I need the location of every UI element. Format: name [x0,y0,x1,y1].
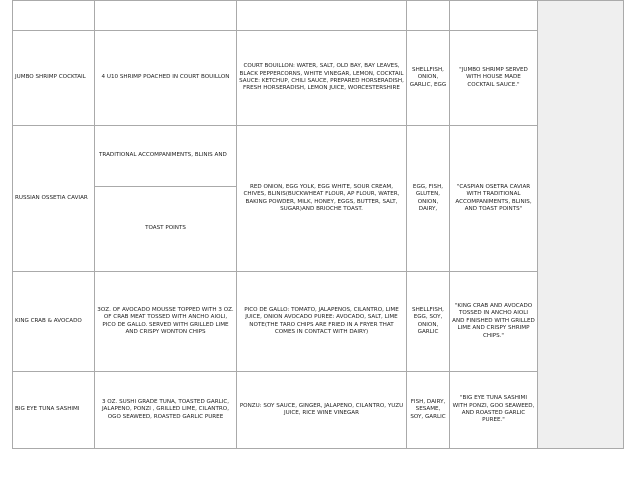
dish-ingredients: PONZU: SOY SAUCE, GINGER, JALAPENO, CILANTRO, YUZU JUICE, RICE WINE VINEGAR [237,372,407,449]
dish-allergens: SHELLFISH, EGG, SOY, ONION, GARLIC [407,272,450,372]
dish-description [95,126,237,272]
dish-name: BIG EYE TUNA SASHIMI [13,372,95,449]
dish-ingredients: COURT BOUILLON: WATER, SALT, OLD BAY, BAY LEAVES, BLACK PEPPERCORNS, WHITE VINEGAR, LEMON, COCKTAIL SAUCE: KETCHUP, CHILI SAUCE, PREPARED HORSERADISH, FRESH HORSERADISH, LEMON JUICE, WORCESTERSHIRE [237,31,407,126]
side-column-cell [538,1,624,449]
dish-description: 3 OZ. SUSHI GRADE TUNA, TOASTED GARLIC, JALAPENO, PONZI , GRILLED LIME, CILANTRO, OGO SEAWEED, ROASTED GARLIC PUREE [95,372,237,449]
dish-menu-text: "CASPIAN OSETRA CAVIAR WITH TRADITIONAL ACCOMPANIMENTS, BLINIS, AND TOAST POINTS" [450,126,538,272]
cell-empty [95,1,237,31]
dish-ingredients: RED ONION, EGG YOLK, EGG WHITE, SOUR CREAM, CHIVES, BLINIS(BUCKWHEAT FLOUR, AP FLOUR, WATER, BAKING POWDER, MILK, HONEY, EGGS, BUTTER, SALT, SUGAR)AND BRIOCHE TOAST. [237,126,407,272]
description-bottom: TOAST POINTS [145,225,186,232]
dish-allergens: FISH, DAIRY, SESAME, SOY, GARLIC [407,372,450,449]
dish-name: JUMBO SHRIMP COCKTAIL [13,31,95,126]
table-row [13,31,624,126]
table-row [13,272,624,372]
dish-name: RUSSIAN OSSETIA CAVIAR [13,126,95,272]
cell-empty [237,1,407,31]
dish-allergens: SHELLFISH, ONION, GARLIC, EGG [407,31,450,126]
cell-empty [13,1,95,31]
dish-description: 3OZ. OF AVOCADO MOUSSE TOPPED WITH 3 OZ. OF CRAB MEAT TOSSED WITH ANCHO AIOLI, PICO DE GALLO. SERVED WITH GRILLED LIME AND CRISPY WONTON CHIPS [95,272,237,372]
table-row [13,372,624,449]
table-row-header-stub [13,1,624,31]
dish-description: 4 U10 SHRIMP POACHED IN COURT BOUILLON [95,31,237,126]
dish-allergens: EGG, FISH, GLUTEN, ONION, DAIRY, [407,126,450,272]
cell-empty [407,1,450,31]
dish-menu-text: "JUMBO SHRIMP SERVED WITH HOUSE MADE COCKTAIL SAUCE." [450,31,538,126]
menu-table [12,0,624,449]
dish-ingredients: PICO DE GALLO: TOMATO, JALAPENOS, CILANTRO, LIME JUICE, ONION AVOCADO PUREE: AVOCADO, SALT, LIME NOTE(THE TARO CHIPS ARE FRIED IN A FRYER THAT COMES IN CONTACT WITH DAIRY) [237,272,407,372]
dish-name: KING CRAB & AVOCADO [13,272,95,372]
dish-menu-text: "BIG EYE TUNA SASHIMI WITH PONZI, GOO SEAWEED, AND ROASTED GARLIC PUREE." [450,372,538,449]
dish-menu-text: "KING CRAB AND AVOCADO TOSSED IN ANCHO AIOLI AND FINISHED WITH GRILLED LIME AND CRISPY SHRIMP CHIPS." [450,272,538,372]
cell-empty [450,1,538,31]
table-row [13,126,624,272]
description-top: TRADITIONAL ACCOMPANIMENTS, BLINIS AND [95,126,236,187]
